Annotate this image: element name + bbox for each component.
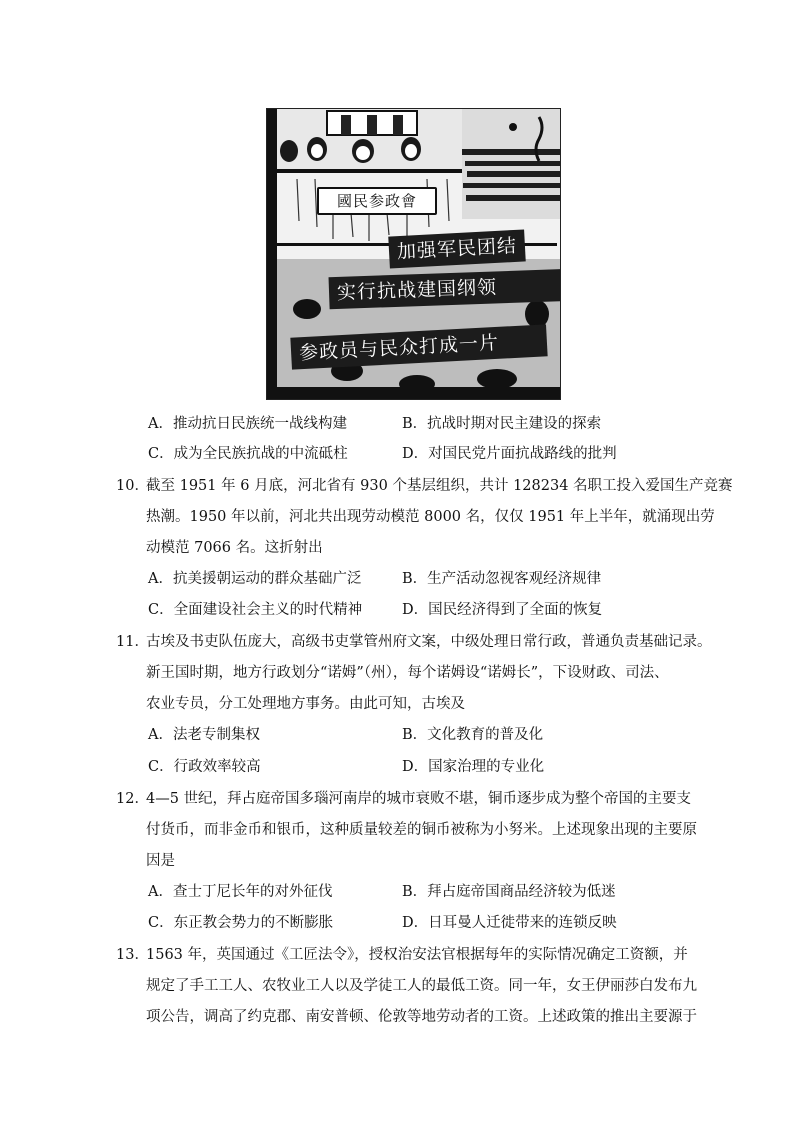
q10-option-d: D．国民经济得到了全面的恢复	[402, 602, 603, 618]
q9-option-b: B．抗战时期对民主建设的探索	[402, 416, 602, 432]
q10-option-c: C．全面建设社会主义的时代精神	[148, 602, 363, 618]
q9-option-c: C．成为全民族抗战的中流砥柱	[148, 446, 348, 462]
q11-stem-line: 古埃及书吏队伍庞大，高级书吏掌管州府文案，中级处理日常行政，普通负责基础记录。	[146, 634, 712, 650]
banner-program: 实行抗战建国纲领	[329, 269, 561, 309]
q12-option-a: A．查士丁尼长年的对外征伐	[148, 884, 333, 900]
q10-stem-line: 动模范 7066 名。这折射出	[146, 540, 323, 556]
q12-stem-line: 因是	[146, 853, 175, 869]
historical-illustration	[266, 108, 561, 400]
q13-stem-line: 项公告，调高了约克郡、南安普顿、伦敦等地劳动者的工资。上述政策的推出主要源于	[146, 1009, 697, 1025]
banner-councillors: 参政员与民众打成一片	[290, 324, 547, 369]
q11-option-b: B．文化教育的普及化	[402, 727, 544, 743]
q9-option-a: A．推动抗日民族统一战线构建	[148, 416, 347, 432]
q13-stem-line: 规定了手工工人、农牧业工人以及学徒工人的最低工资。同一年，女王伊丽莎白发布九	[146, 978, 697, 994]
q11-stem-line: 新王国时期，地方行政划分“诺姆”（州），每个诺姆设“诺姆长”，下设财政、司法、	[146, 665, 669, 681]
q12-option-b: B．拜占庭帝国商品经济较为低迷	[402, 884, 616, 900]
q10-number: 10．	[116, 478, 149, 494]
q11-option-a: A．法老专制集权	[148, 727, 260, 743]
q10-option-a: A．抗美援朝运动的群众基础广泛	[148, 571, 362, 587]
q10-stem-line: 热潮。1950 年以前，河北共出现劳动模范 8000 名，仅仅 1951 年上半年，就涌现出劳	[146, 509, 715, 525]
q12-number: 12．	[116, 791, 149, 807]
q12-stem-line: 付货币，而非金币和银币，这种质量较差的铜币被称为小努米。上述现象出现的主要原	[146, 822, 697, 838]
q12-option-d: D．日耳曼人迁徙带来的连锁反映	[402, 915, 617, 931]
q13-number: 13．	[116, 947, 149, 963]
q10-option-b: B．生产活动忽视客观经济规律	[402, 571, 602, 587]
q11-option-c: C．行政效率较高	[148, 759, 261, 775]
banner-unity: 加强军民团结	[388, 229, 526, 268]
q11-stem-line: 农业专员，分工处理地方事务。由此可知，古埃及	[146, 696, 465, 712]
q12-option-c: C．东正教会势力的不断膨胀	[148, 915, 334, 931]
q10-stem-line: 截至 1951 年 6 月底，河北省有 930 个基层组织，共计 128234 名职工投入爱国生产竞赛	[146, 478, 733, 494]
assembly-sign: 國民参政會	[317, 187, 437, 215]
q11-number: 11．	[116, 634, 149, 650]
q9-option-d: D．对国民党片面抗战路线的批判	[402, 446, 617, 462]
q13-stem-line: 1563 年，英国通过《工匠法令》，授权治安法官根据每年的实际情况确定工资额，并	[146, 947, 688, 963]
q12-stem-line: 4—5 世纪，拜占庭帝国多瑙河南岸的城市衰败不堪，铜币逐步成为整个帝国的主要支	[146, 791, 692, 807]
q11-option-d: D．国家治理的专业化	[402, 759, 545, 775]
